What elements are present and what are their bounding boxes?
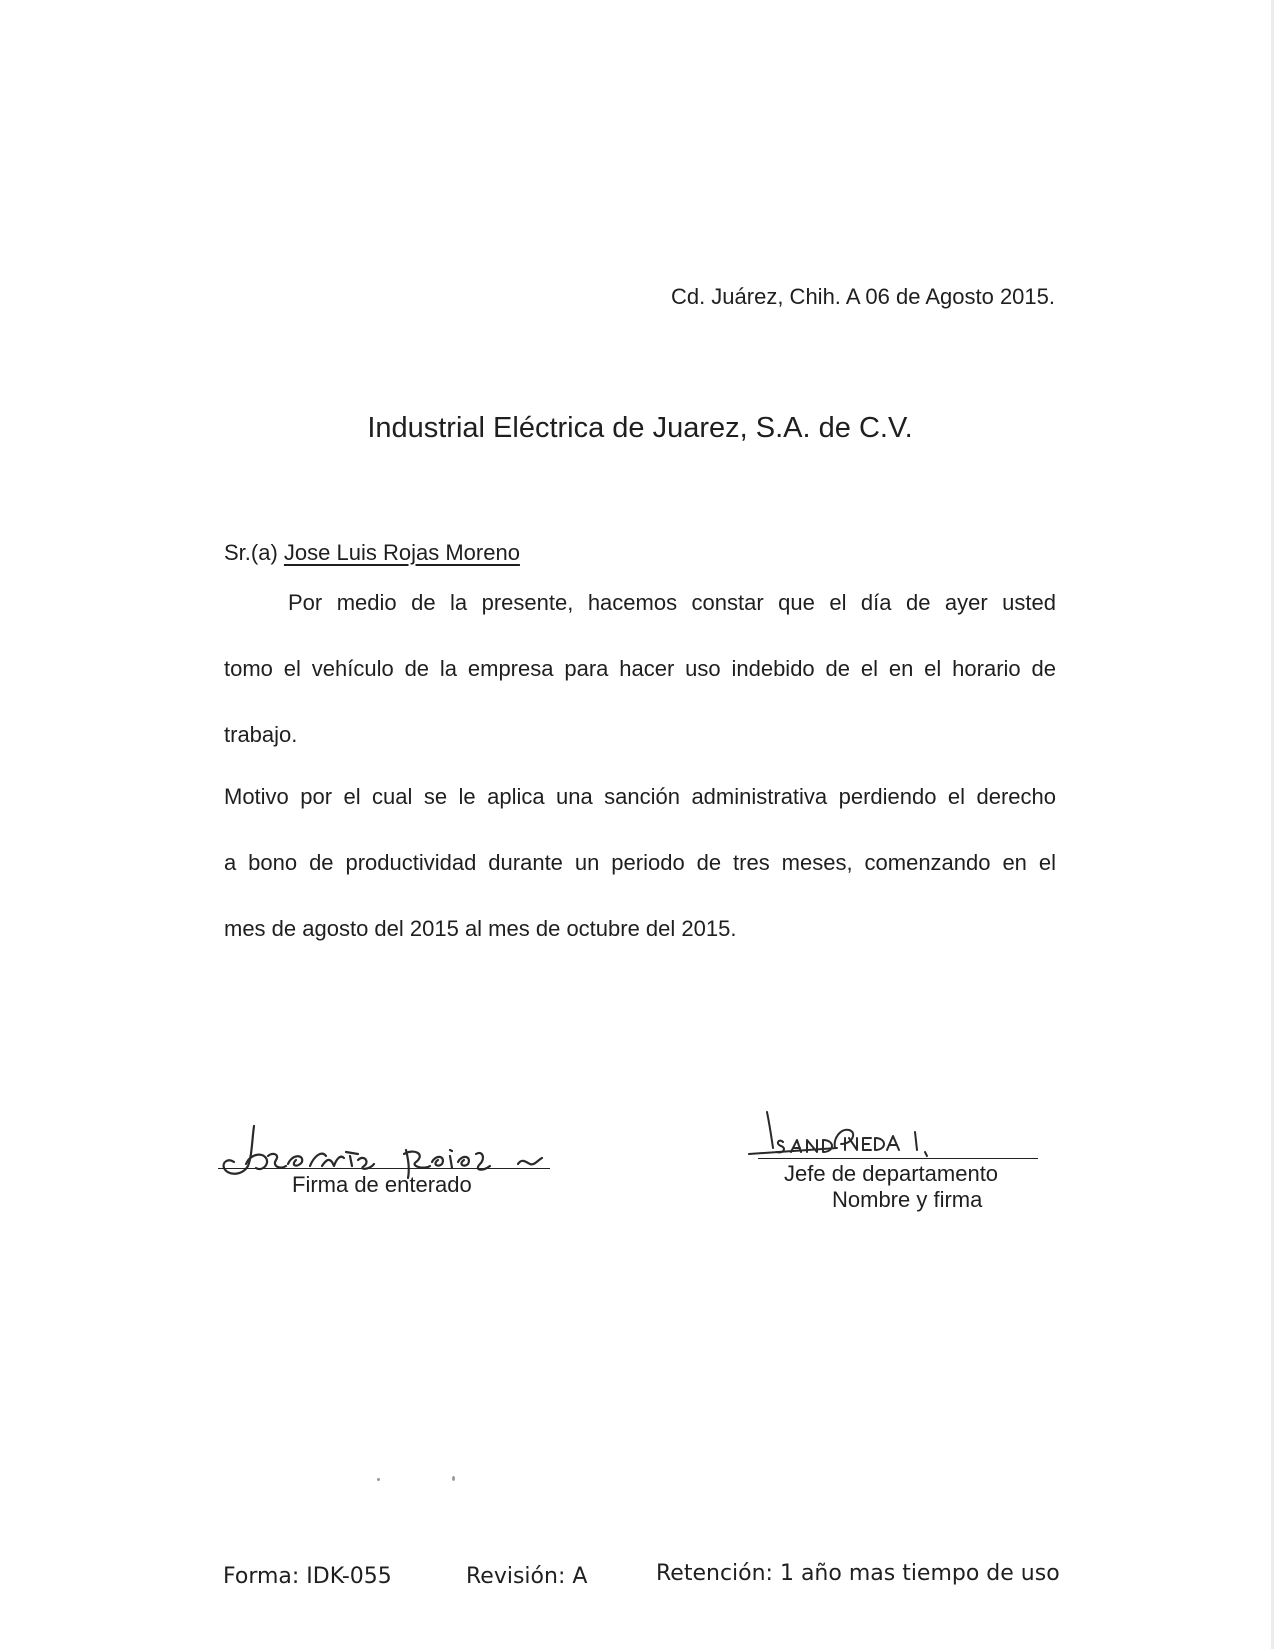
employee-signature-line [218, 1168, 550, 1169]
company-name: Industrial Eléctrica de Juarez, S.A. de C.V. [367, 412, 913, 444]
paragraph1-line3: trabajo. [224, 722, 298, 747]
footer-revision: Revisión: A [466, 1564, 588, 1589]
paragraph1-line1: Por medio de la presente, hacemos constar que el día de ayer usted [288, 590, 1056, 615]
scan-speck [452, 1476, 455, 1481]
footer-form-code: Forma: IDK-055 [223, 1564, 392, 1589]
manager-signature [745, 1108, 985, 1168]
place-date: Cd. Juárez, Chih. A 06 de Agosto 2015. [670, 284, 1055, 309]
salutation-prefix: Sr.(a) [224, 540, 278, 565]
manager-caption-title: Jefe de departamento [784, 1161, 999, 1186]
paragraph2-line3: mes de agosto del 2015 al mes de octubre del 2015. [224, 916, 737, 941]
footer-retention: Retención: 1 año mas tiempo de uso [656, 1561, 1060, 1586]
manager-signature-line [758, 1158, 1038, 1159]
manager-caption-subtitle: Nombre y firma [832, 1187, 983, 1212]
scan-speck [377, 1478, 380, 1481]
employee-signature-caption: Firma de enterado [292, 1172, 472, 1197]
paragraph1-line2: tomo el vehículo de la empresa para hacer uso indebido de el en el horario de [224, 656, 1056, 681]
paragraph2-line2: a bono de productividad durante un periodo de tres meses, comenzando en el [224, 850, 1056, 875]
paragraph2-line1: Motivo por el cual se le aplica una sanción administrativa perdiendo el derecho [224, 784, 1056, 809]
salutation [224, 540, 520, 566]
recipient-name: Jose Luis Rojas Moreno [283, 540, 520, 565]
